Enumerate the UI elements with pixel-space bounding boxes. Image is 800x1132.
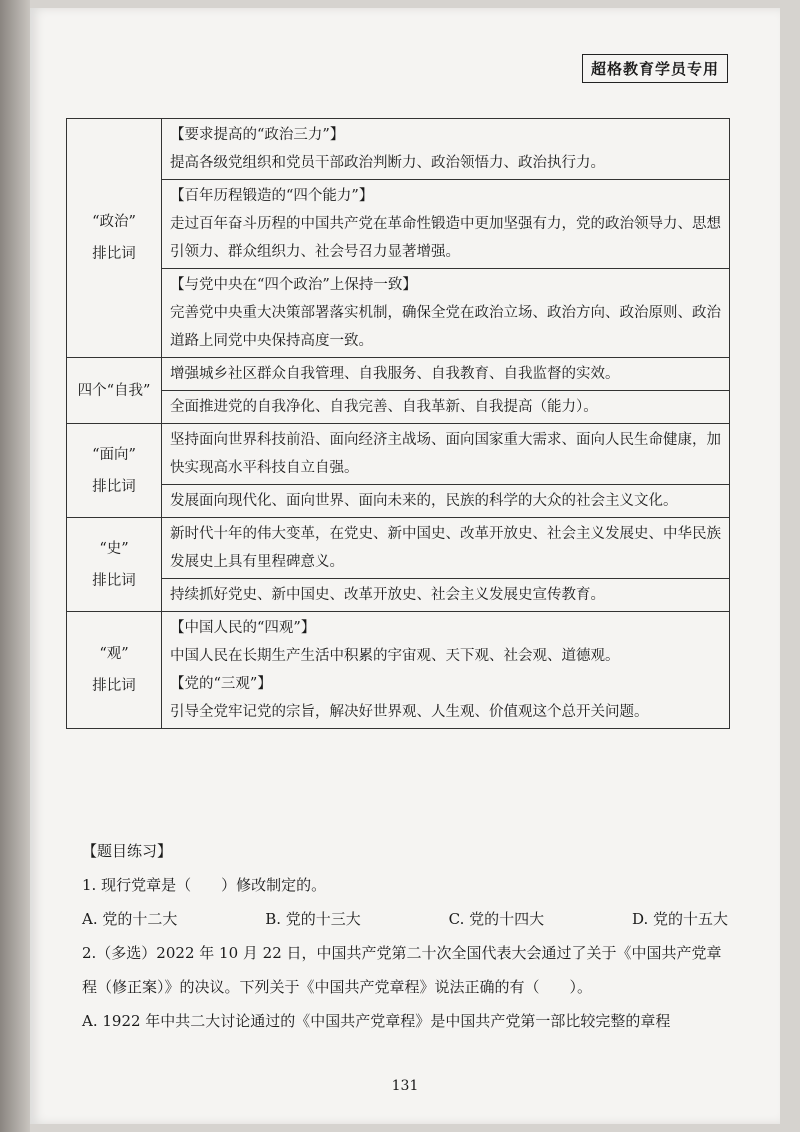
option-c: C. 党的十四大 — [448, 910, 545, 928]
table-row — [67, 424, 730, 485]
content-text: 提高各级党组织和党员干部政治判断力、政治领悟力、政治执行力。 — [170, 155, 605, 171]
question-1: 1. 现行党章是（ ）修改制定的。 — [82, 876, 327, 894]
table-row — [67, 180, 730, 269]
category-cell: “面向” 排比词 — [67, 424, 162, 518]
option-d: D. 党的十五大 — [631, 910, 728, 928]
table-row — [67, 391, 730, 424]
practice-title: 【题目练习】 — [82, 842, 173, 860]
category-cell: “观” 排比词 — [67, 612, 162, 729]
content-cell — [162, 269, 730, 358]
question-2: 2.（多选）2022 年 10 月 22 日，中国共产党第二十次全国代表大会通过了关于《中国共产党章程（修正案）》的决议。下列关于《中国共产党章程》说法正确的有（ ）。 — [82, 944, 722, 996]
category-cell: 四个“自我” — [67, 358, 162, 424]
subheading: 【与党中央在“四个政治”上保持一致】 — [170, 277, 417, 293]
page-number: 131 — [391, 1078, 419, 1094]
content-cell: 发展面向现代化、面向世界、面向未来的，民族的科学的大众的社会主义文化。 — [162, 485, 730, 518]
table-row — [67, 269, 730, 358]
document-page — [30, 8, 780, 1124]
option-a: A. 党的十二大 — [82, 910, 178, 928]
category-cell: “史” 排比词 — [67, 518, 162, 612]
table-row — [67, 119, 730, 180]
content-text: 引导全党牢记党的宗旨，解决好世界观、人生观、价值观这个总开关问题。 — [170, 704, 649, 720]
table-row — [67, 358, 730, 391]
content-text: 完善党中央重大决策部署落实机制，确保全党在政治立场、政治方向、政治原则、政治道路上同党中央保持高度一致。 — [170, 305, 721, 349]
content-cell: 持续抓好党史、新中国史、改革开放史、社会主义发展史宣传教育。 — [162, 579, 730, 612]
summary-table — [66, 118, 730, 729]
table-row — [67, 485, 730, 518]
table-row — [67, 518, 730, 579]
table-row — [67, 579, 730, 612]
question-2-option-a: A. 1922 年中共二大讨论通过的《中国共产党章程》是中国共产党第一部比较完整的章程 — [82, 1012, 671, 1030]
book-binding — [0, 0, 30, 1132]
subheading: 【党的“三观”】 — [170, 676, 272, 692]
header-badge: 超格教育学员专用 — [582, 54, 728, 83]
practice-section — [82, 834, 732, 1038]
table-row — [67, 612, 730, 729]
question-1-options — [82, 902, 732, 936]
option-b: B. 党的十三大 — [265, 910, 361, 928]
category-cell: “政治” 排比词 — [67, 119, 162, 358]
content-cell: 全面推进党的自我净化、自我完善、自我革新、自我提高（能力）。 — [162, 391, 730, 424]
subheading: 【中国人民的“四观”】 — [170, 620, 316, 636]
content-cell — [162, 612, 730, 729]
content-cell — [162, 180, 730, 269]
content-cell: 坚持面向世界科技前沿、面向经济主战场、面向国家重大需求、面向人民生命健康，加快实现高水平科技自立自强。 — [162, 424, 730, 485]
subheading: 【要求提高的“政治三力”】 — [170, 127, 345, 143]
content-text: 中国人民在长期生产生活中积累的宇宙观、天下观、社会观、道德观。 — [170, 648, 620, 664]
content-text: 走过百年奋斗历程的中国共产党在革命性锻造中更加坚强有力，党的政治领导力、思想引领力、群众组织力、社会号召力显著增强。 — [170, 216, 721, 260]
content-cell: 新时代十年的伟大变革，在党史、新中国史、改革开放史、社会主义发展史、中华民族发展史上具有里程碑意义。 — [162, 518, 730, 579]
subheading: 【百年历程锻造的“四个能力”】 — [170, 188, 374, 204]
content-cell — [162, 119, 730, 180]
content-cell: 增强城乡社区群众自我管理、自我服务、自我教育、自我监督的实效。 — [162, 358, 730, 391]
